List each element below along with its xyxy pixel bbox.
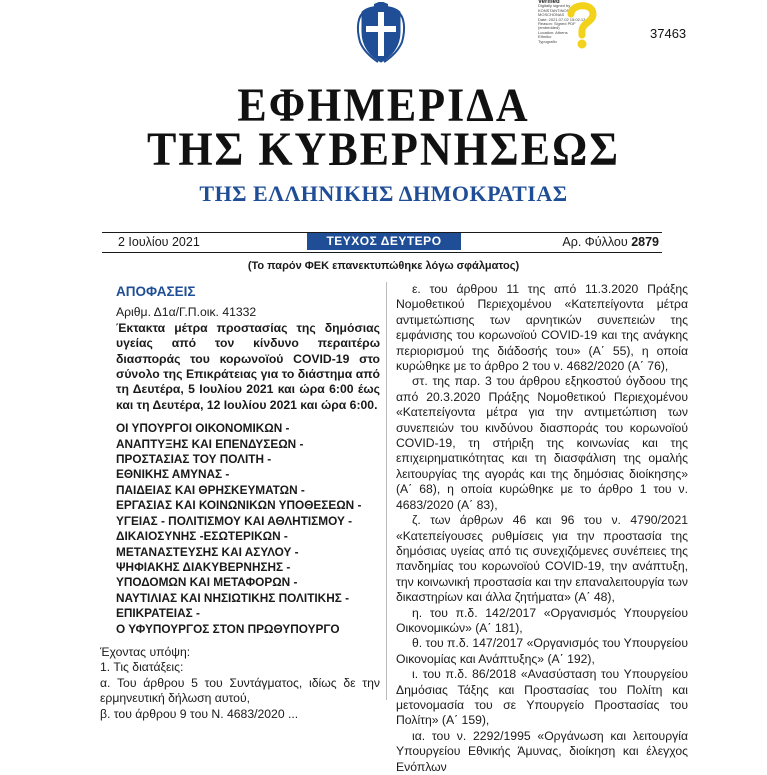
consideration-item: 1. Τις διατάξεις:	[100, 660, 184, 675]
gazette-title-line1: ΕΦΗΜΕΡΙΔΑ	[237, 79, 530, 132]
decision-reference: Αριθμ. Δ1α/Γ.Π.οικ. 41332	[116, 305, 257, 320]
legal-paragraph: θ. του π.δ. 147/2017 «Οργανισμός του Υπουργείου Οικονομίας και Ανάπτυξης» (Α΄ 192),	[396, 636, 688, 666]
reprint-notice: (Το παρόν ΦΕΚ επανεκτυπώθηκε λόγω σφάλματος)	[247, 260, 520, 272]
minister-line: ΜΕΤΑΝΑΣΤΕΥΣΗΣ ΚΑΙ ΑΣΥΛΟΥ -	[116, 544, 299, 559]
minister-line: ΕΘΝΙΚΗΣ ΑΜΥΝΑΣ -	[116, 467, 230, 482]
signature-line: Date: 2021.07.02 15:02:13	[538, 16, 586, 22]
minister-line: ΥΠΟΔΟΜΩΝ ΚΑΙ ΜΕΤΑΦΟΡΩΝ -	[116, 575, 298, 590]
decision-title: Έκτακτα μέτρα προστασίας της δημόσιας υγείας από τον κίνδυνο περαιτέρω διασποράς του κορωνοϊού COVID-19 στο σύνολο της Επικράτειας για το διάστημα από τη Δευτέρα, 5 Ιουλίου 2021 και ώρα 6:00 έως και τη Δευτέρα, 12 Ιουλίου 2021 και ώρα 6:00.	[116, 320, 380, 412]
considering-label: Έχοντας υπόψη:	[100, 644, 191, 659]
legal-paragraph: η. του π.δ. 142/2017 «Οργανισμός Υπουργείου Οικονομικών» (Α΄ 181),	[396, 605, 688, 635]
greek-coat-of-arms-icon	[352, 2, 410, 64]
signature-line: Reason: Signed PDF	[538, 21, 576, 27]
consideration-subitem: β. του άρθρου 9 του Ν. 4683/2020 ...	[100, 706, 299, 721]
sheet-number	[562, 235, 659, 249]
sheet-value: 2879	[631, 235, 659, 249]
signature-line: Typografio	[538, 38, 557, 44]
considerations	[100, 645, 380, 722]
minister-line: ΝΑΥΤΙΛΙΑΣ ΚΑΙ ΝΗΣΙΩΤΙΚΗΣ ΠΟΛΙΤΙΚΗΣ -	[116, 590, 349, 605]
left-column	[100, 282, 380, 722]
ministers-list	[116, 421, 380, 637]
sheet-label: Αρ. Φύλλου	[562, 235, 628, 249]
legal-paragraph: ε. του άρθρου 11 της από 11.3.2020 Πράξης Νομοθετικού Περιεχομένου «Κατεπείγοντα μέτρα αντιμετώπισης των αρνητικών συνεπειών της εμφάνισης του κορωνοϊού COVID-19 και της ανάγκης περιορισμού της διάδοσής του» (Α΄ 55), η οποία κυρώθηκε με το άρθρο 2 του ν. 4682/2020 (Α΄ 76),	[396, 282, 688, 374]
signature-line: Ethniko	[538, 34, 552, 40]
signature-verified-label: Verified	[538, 0, 560, 5]
issue-date: 2 Ιουλίου 2021	[118, 235, 200, 249]
legal-paragraph: στ. της παρ. 3 του άρθρου εξηκοστού όγδοου της από 20.3.2020 Πράξης Νομοθετικού Περιεχομένου «Κατεπείγοντα μέτρα για την αντιμετώπιση των συνεπειών του κινδύνου διασποράς του κορωνοϊού COVID-19, τη στήριξη της κοινωνίας και της επιχειρηματικότητας και τη διασφάλιση της ομαλής λειτουργίας της αγοράς και της δημόσιας διοίκησης» (Α΄ 68), η οποία κυρώθηκε με το άρθρο 1 του ν. 4683/2020 (Α΄ 83),	[396, 374, 688, 512]
minister-line: ΠΑΙΔΕΙΑΣ ΚΑΙ ΘΡΗΣΚΕΥΜΑΤΩΝ -	[116, 482, 305, 497]
gazette-title-line2: ΤΗΣ ΚΥΒΕΡΝΗΣΕΩΣ	[146, 123, 621, 176]
legal-paragraph: ζ. των άρθρων 46 και 96 του ν. 4790/2021 «Κατεπείγουσες ρυθμίσεις για την προστασία της δημόσιας υγείας από τις συνεχιζόμενες συνέπειες της πανδημίας του κορωνοϊού COVID-19, την ανάπτυξη, την κοινωνική προστασία και την επαναλειτουργία των δικαστηρίων και άλλα ζητήματα» (Α΄ 48),	[396, 513, 688, 605]
signature-line: MOSCHONAS	[538, 12, 565, 18]
fek-page-number: 37463	[650, 26, 687, 41]
consideration-subitem: α. Του άρθρου 5 του Συντάγματος, ιδίως δε την ερμηνευτική δήλωση αυτού,	[100, 675, 380, 706]
right-column	[396, 282, 688, 775]
minister-line: ΟΙ ΥΠΟΥΡΓΟΙ ΟΙΚΟΝΟΜΙΚΩΝ -	[116, 421, 290, 436]
section-heading: ΑΠΟΦΑΣΕΙΣ	[116, 284, 196, 299]
minister-line: ΕΡΓΑΣΙΑΣ ΚΑΙ ΚΟΙΝΩΝΙΚΩΝ ΥΠΟΘΕΣΕΩΝ -	[116, 498, 362, 513]
issue-badge: ΤΕΥΧΟΣ ΔΕΥΤΕΡΟ	[307, 233, 461, 250]
signature-line: KONSTANTINOS	[538, 7, 570, 13]
legal-paragraph: ι. του π.δ. 86/2018 «Ανασύσταση του Υπουργείου Δημόσιας Τάξης και Προστασίας του Πολίτη και μετονομασία του σε Υπουργείο Προστασίας του Πολίτη» (Α΄ 159),	[396, 667, 688, 728]
minister-line: ΠΡΟΣΤΑΣΙΑΣ ΤΟΥ ΠΟΛΙΤΗ -	[116, 452, 272, 467]
signature-line: Location: Athens	[538, 29, 568, 35]
signature-status-question-icon[interactable]	[561, 0, 603, 50]
signature-line: (embedded)	[538, 25, 560, 31]
column-divider	[386, 282, 387, 700]
minister-line: ΔΙΚΑΙΟΣΥΝΗΣ -ΕΣΩΤΕΡΙΚΩΝ -	[116, 529, 288, 544]
header-divider-bottom	[102, 252, 662, 253]
minister-line: ΕΠΙΚΡΑΤΕΙΑΣ -	[116, 606, 200, 621]
minister-line: ΑΝΑΠΤΥΞΗΣ ΚΑΙ ΕΠΕΝΔΥΣΕΩΝ -	[116, 436, 304, 451]
gazette-subtitle: ΤΗΣ ΕΛΛΗΝΙΚΗΣ ΔΗΜΟΚΡΑΤΙΑΣ	[199, 181, 568, 206]
signature-line: Digitally signed by	[538, 3, 571, 9]
minister-line: ΥΓΕΙΑΣ - ΠΟΛΙΤΙΣΜΟΥ ΚΑΙ ΑΘΛΗΤΙΣΜΟΥ -	[116, 513, 353, 528]
legal-paragraph: ια. του ν. 2292/1995 «Οργάνωση και λειτουργία Υπουργείου Εθνικής Άμυνας, διοίκηση και έλεγχος Ενόπλων	[396, 728, 688, 774]
minister-line: Ο ΥΦΥΠΟΥΡΓΟΣ ΣΤΟΝ ΠΡΩΘΥΠΟΥΡΓΟ	[116, 621, 340, 636]
minister-line: ΨΗΦΙΑΚΗΣ ΔΙΑΚΥΒΕΡΝΗΣΗΣ -	[116, 559, 291, 574]
